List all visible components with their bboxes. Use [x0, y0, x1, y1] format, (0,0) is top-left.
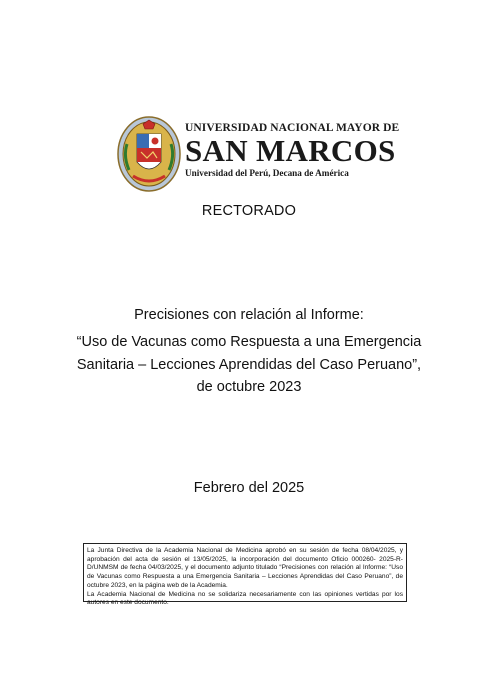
university-logo — [117, 116, 400, 194]
document-subtitle: Precisiones con relación al Informe: — [134, 307, 364, 323]
document-title: “Uso de Vacunas como Respuesta a una Emergencia Sanitaria – Lecciones Aprendidas del Caso Peruano”, de octubre 2023 — [76, 334, 422, 395]
document-date: Febrero del 2025 — [193, 480, 305, 496]
disclaimer-paragraph-2: La Academia Nacional de Medicina no se solidariza necesariamente con las opiniones vertidas por los autores en este documento. — [87, 590, 403, 607]
logo-line-2: SAN MARCOS — [185, 133, 396, 168]
logo-line-1: UNIVERSIDAD NACIONAL MAYOR DE — [185, 122, 400, 134]
disclaimer-paragraph-1: La Junta Directiva de la Academia Nacional de Medicina aprobó en su sesión de fecha 08/04/2025, y aprobación del acta de sesión el 13/05/2025, la incorporación del documento Oficio 000260- 2025-R-D/UNMSM de fecha 04/03/2025, y el documento adjunto titulado “Precisiones con relación al Informe: “Uso de Vacunas como Respuesta a una Emergencia Sanitaria – Lecciones Aprendidas del Caso Peruano”, de octubre 2023, en la página web de la Academia. — [87, 547, 403, 589]
university-seal-icon — [117, 116, 181, 192]
logo-line-3: Universidad del Perú, Decana de América — [185, 168, 349, 178]
office-heading: RECTORADO — [201, 203, 297, 219]
disclaimer-box — [83, 543, 407, 607]
